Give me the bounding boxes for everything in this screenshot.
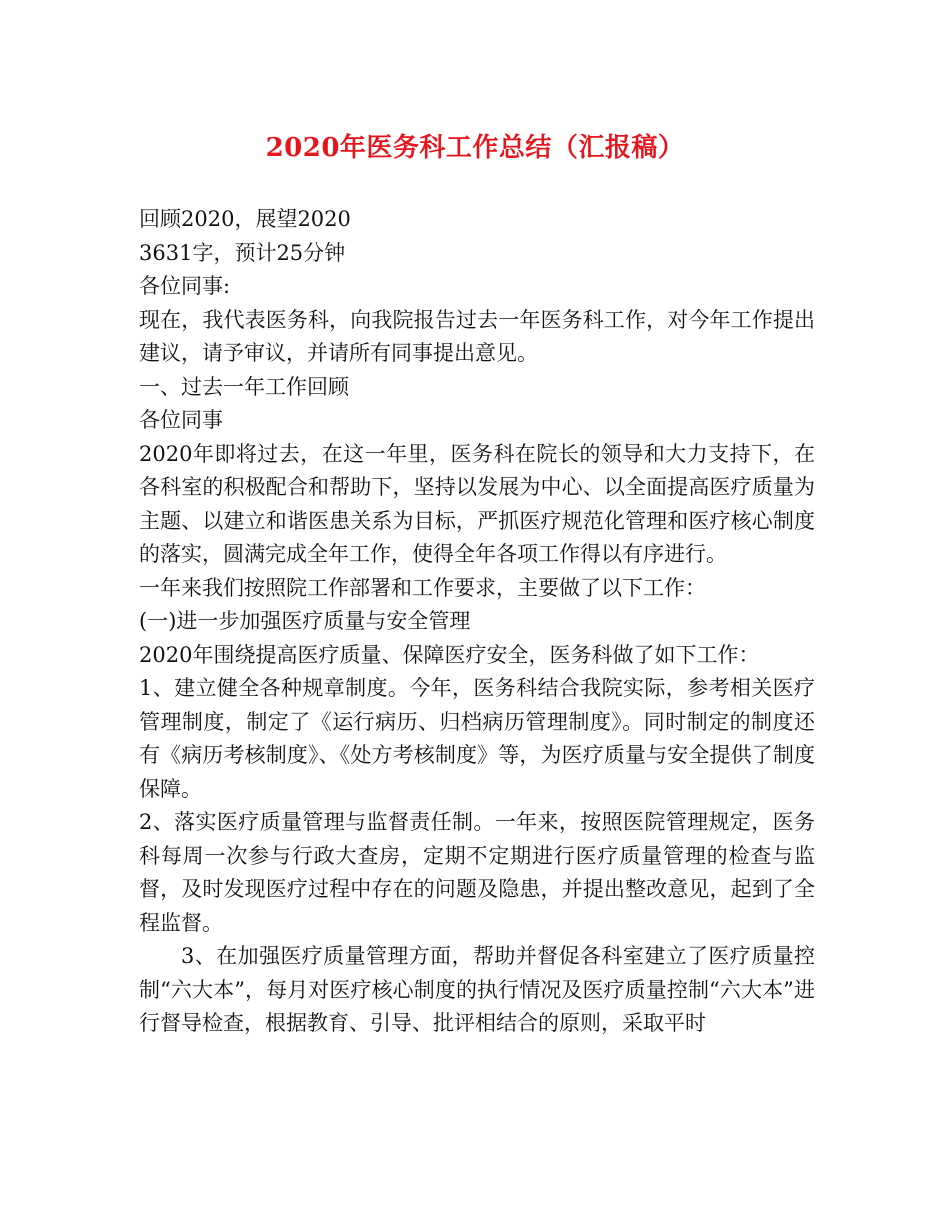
- paragraph: 一年来我们按照院工作部署和工作要求，主要做了以下工作：: [139, 575, 706, 600]
- document-title: 2020年医务科工作总结（汇报稿）: [265, 133, 685, 163]
- paragraph: 现在，我代表医务科，向我院报告过去一年医务科工作，对今年工作提出建议，请予审议，并请所有同事提出意见。: [139, 307, 815, 365]
- paragraph: 1、建立健全各种规章制度。今年，医务科结合我院实际，参考相关医疗管理制度，制定了《运行病历、归档病历管理制度》。同时制定的制度还有《病历考核制度》、《处方考核制度》等，为医疗质量与安全提供了制度保障。: [139, 676, 815, 801]
- paragraph: 2020年围绕提高医疗质量、保障医疗安全，医务科做了如下工作：: [139, 642, 760, 667]
- paragraph: 各位同事:: [139, 274, 231, 298]
- section-heading: 一、过去一年工作回顾: [139, 374, 349, 399]
- paragraph: 2020年即将过去，在这一年里，医务科在院长的领导和大力支持下，在各科室的积极配合和帮助下，坚持以发展为中心、以全面提高医疗质量为主题、以建立和谐医患关系为目标，严抓医疗规范化管理和医疗核心制度的落实，圆满完成全年工作，使得全年各项工作得以有序进行。: [139, 441, 815, 566]
- paragraph: 回顾2020，展望2020: [139, 207, 351, 231]
- paragraph: 3631字，预计25分钟: [139, 240, 346, 265]
- subsection-heading: (一)进一步加强医疗质量与安全管理: [139, 609, 471, 633]
- paragraph: 2、落实医疗质量管理与监督责任制。一年来，按照医院管理规定，医务科每周一次参与行政大查房，定期不定期进行医疗质量管理的检查与监督，及时发现医疗过程中存在的问题及隐患，并提出整改意见，起到了全程监督。: [139, 810, 815, 935]
- paragraph: 各位同事: [139, 408, 223, 432]
- paragraph: 3、在加强医疗质量管理方面，帮助并督促各科室建立了医疗质量控制“六大本”，每月对医疗核心制度的执行情况及医疗质量控制“六大本”进行督导检查，根据教育、引导、批评相结合的原则，采取平时: [139, 944, 815, 1035]
- document-body: [139, 203, 815, 1041]
